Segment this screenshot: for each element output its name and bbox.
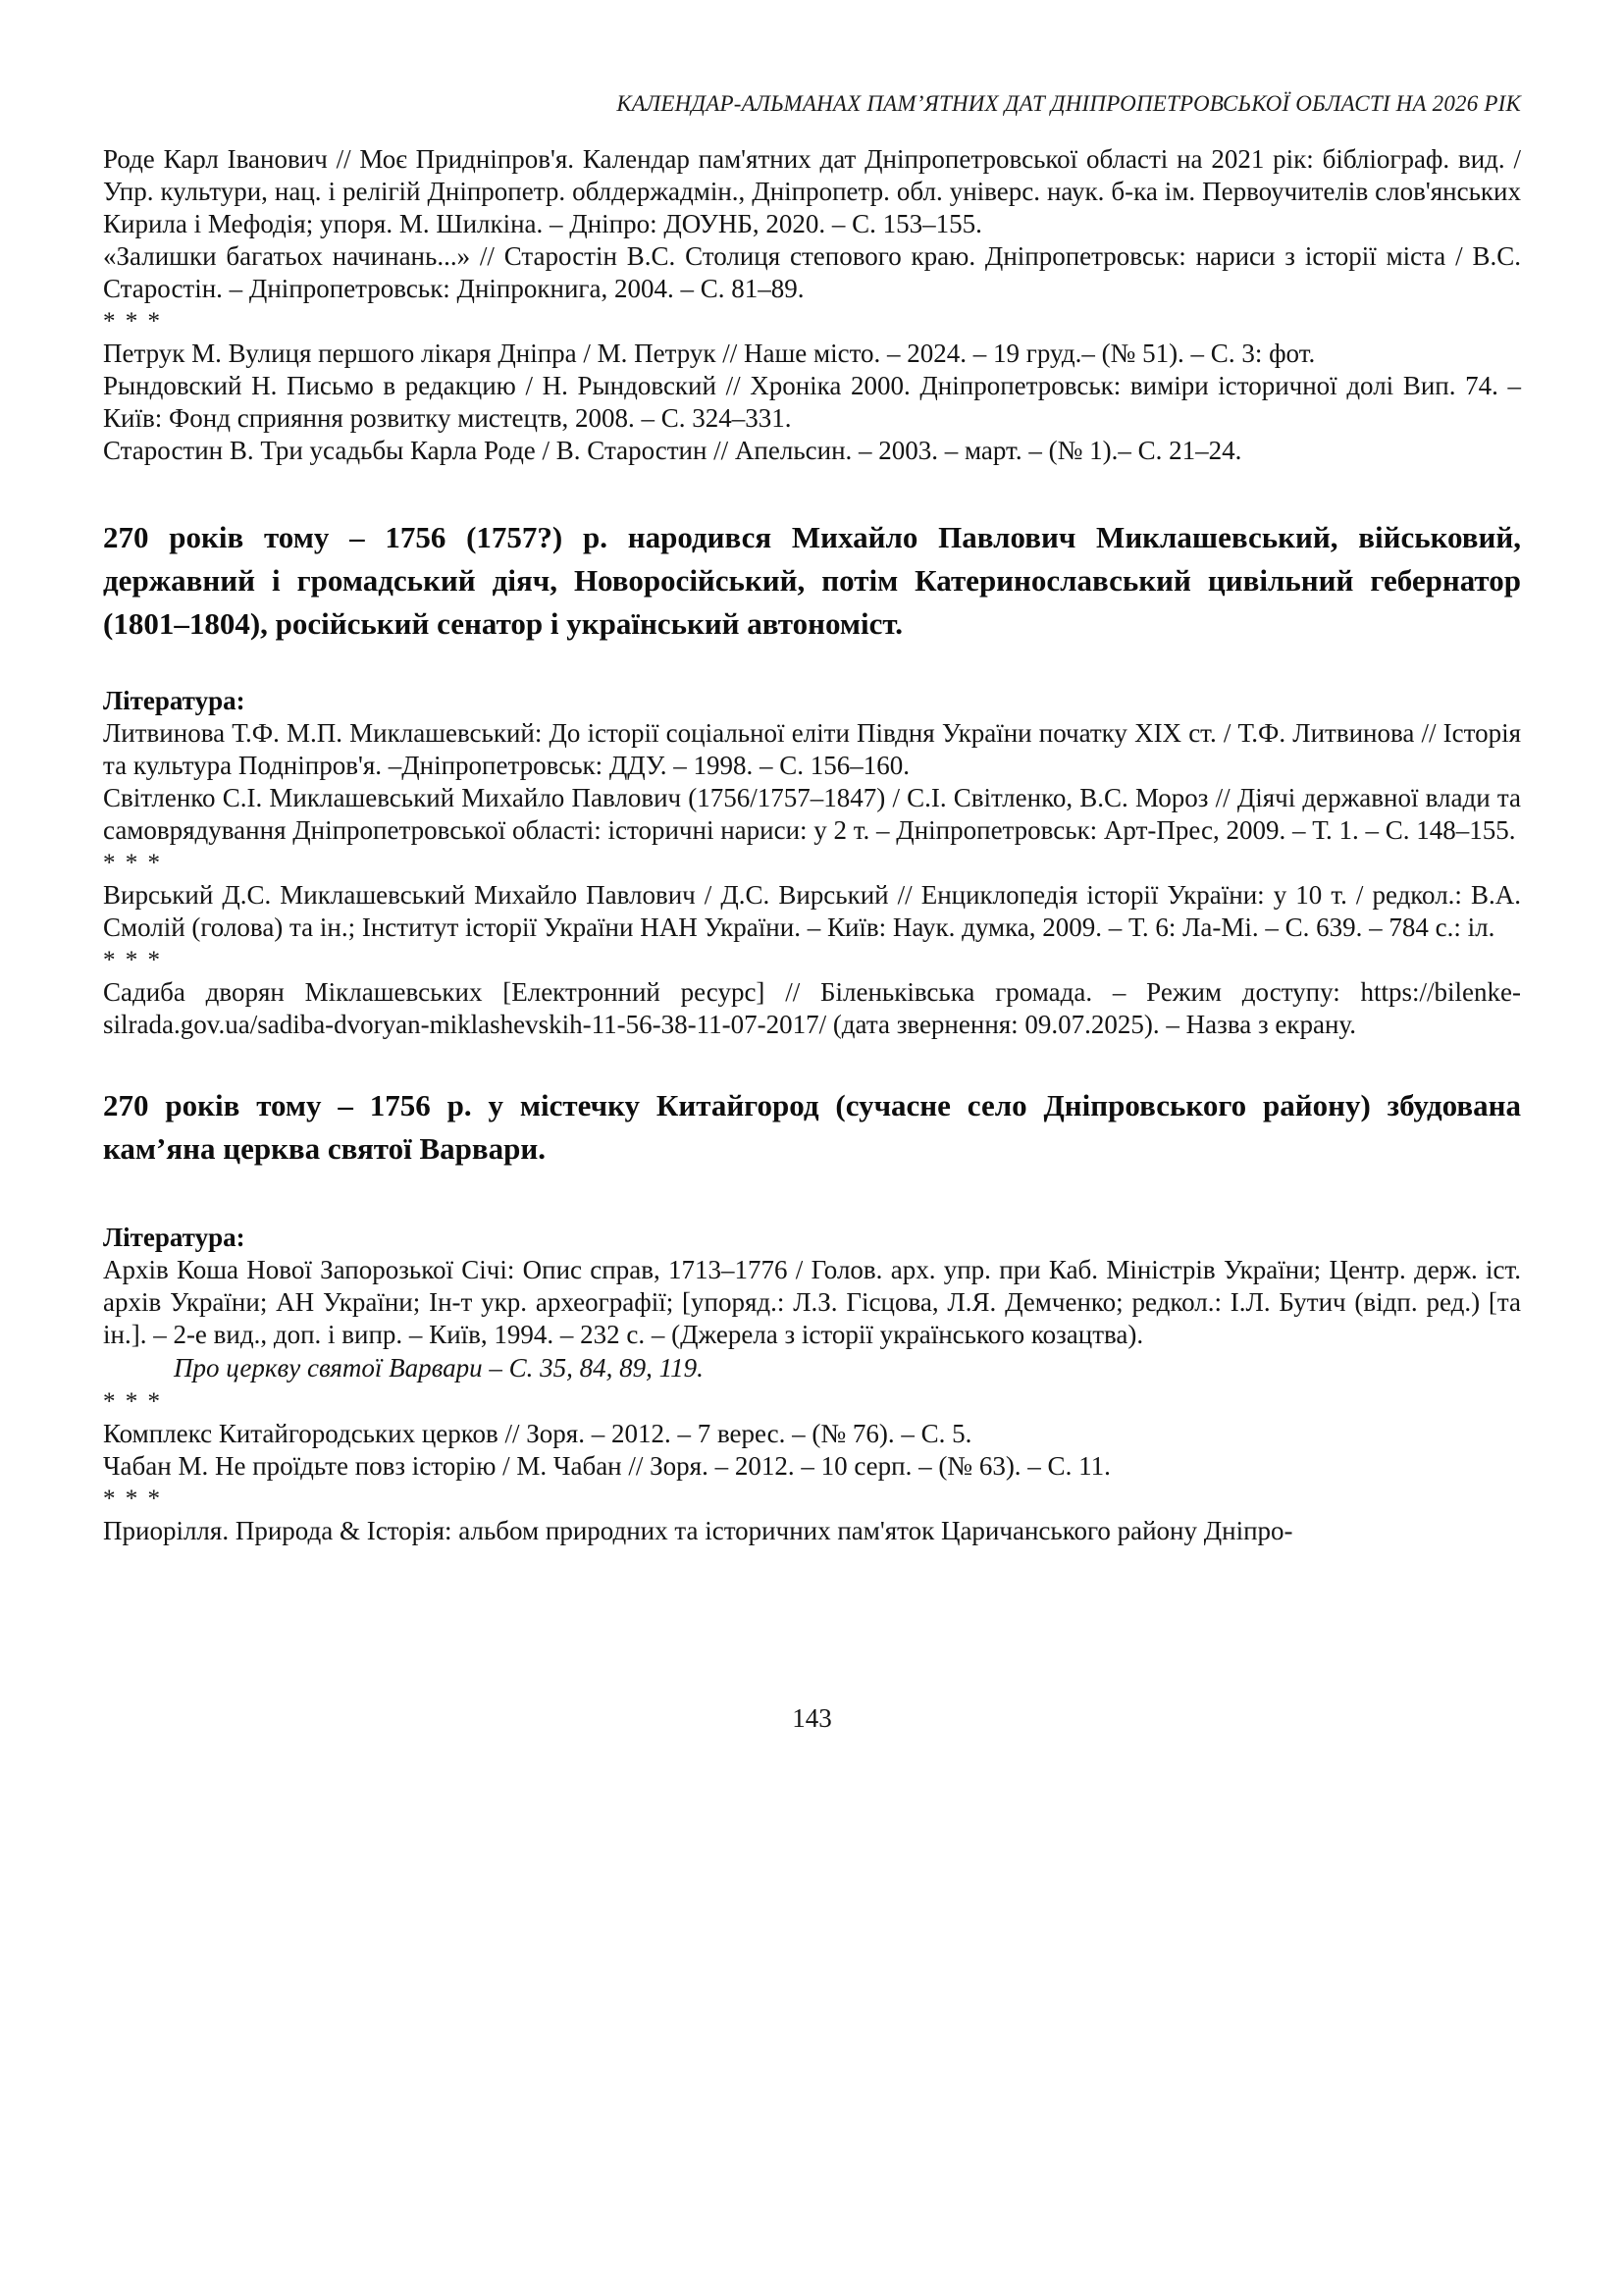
bib-entry-svitlenko: Світленко С.І. Миклашевський Михайло Павлович (1756/1757–1847) / С.І. Світленко, В.С. Мороз // Діячі державної влади та самоврядування Дніпропетровської області: історичні нариси: у 2 т. – Дніпропетровськ: Арт-Прес, 2009. – Т. 1. – С. 148–155. <box>103 783 1521 845</box>
page-number: 143 <box>792 1703 832 1733</box>
bib-entry-petruk: Петрук М. Вулиця першого лікаря Дніпра / М. Петрук // Наше місто. – 2024. – 19 груд.– (№ 51). – С. 3: фот. <box>103 339 1316 368</box>
anniversary-heading-myklashevsky: 270 років тому – 1756 (1757?) р. народився Михайло Павлович Миклашевський, військовий, державний і громадський діяч, Новоросійський, потім Катеринославський цивільний гебернатор (1801–1804), російський сенатор і український автономіст. <box>103 520 1521 641</box>
section-separator: * * * <box>103 308 162 335</box>
bib-entry-kompleks: Комплекс Китайгородських церков // Зоря. – 2012. – 7 верес. – (№ 76). – С. 5. <box>103 1419 972 1448</box>
running-header: КАЛЕНДАР-АЛЬМАНАХ ПАМ’ЯТНИХ ДАТ ДНІПРОПЕТРОВСЬКОЇ ОБЛАСТІ НА 2026 РІК <box>616 91 1521 116</box>
section-separator: * * * <box>103 850 162 876</box>
anniversary-heading-kytaihorod: 270 років тому – 1756 р. у містечку Китайгород (сучасне село Дніпровського району) збудована кам’яна церква святої Варвари. <box>103 1088 1521 1166</box>
bib-entry-vyrsky: Вирський Д.С. Миклашевський Михайло Павлович / Д.С. Вирський // Енциклопедія історії України: у 10 т. / редкол.: В.А. Смолій (голова) та ін.; Інститут історії України НАН України. – Київ: Наук. думка, 2009. – Т. 6: Ла-Мі. – С. 639. – 784 с.: іл. <box>103 880 1521 942</box>
section-separator: * * * <box>103 1388 162 1415</box>
bib-entry-rode: Роде Карл Іванович // Моє Придніпров'я. Календар пам'ятних дат Дніпропетровської області на 2021 рік: бібліограф. вид. / Упр. культури, нац. і релігій Дніпропетр. облдержадмін., Дніпропетр. обл. універс. наук. б-ка ім. Первоучителів слов'янських Кирила і Мефодія; упоря. М. Шилкіна. – Дніпро: ДОУНБ, 2020. – С. 153–155. <box>103 144 1521 238</box>
bib-entry-arkhiv-kosha: Архів Коша Нової Запорозької Січі: Опис справ, 1713–1776 / Голов. арх. упр. при Каб. Міністрів України; Центр. держ. іст. архів України; АН України; Ін-т укр. археографії; [упоряд.: Л.З. Гісцова, Л.Я. Демченко; редкол.: І.Л. Бутич (відп. ред.) [та ін.]. – 2-е вид., доп. і випр. – Київ, 1994. – 232 с. – (Джерела з історії українського козацтва). <box>103 1255 1521 1349</box>
bib-entry-pryorillia: Приорілля. Природа & Історія: альбом природних та історичних пам'яток Царичанського району Дніпро- <box>103 1516 1293 1545</box>
bib-entry-sadyba: Садиба дворян Міклашевських [Електронний ресурс] // Біленьківська громада. – Режим доступу: https://bilenke-silrada.gov.ua/sadiba-dvoryan-miklashevskih-11-56-38-11-07-2017/ (дата звернення: 09.07.2025). – Назва з екрану. <box>103 977 1521 1039</box>
page-content <box>103 143 1521 1547</box>
section-separator: * * * <box>103 947 162 973</box>
section-separator: * * * <box>103 1486 162 1512</box>
bib-entry-ryndovsky: Рындовский Н. Письмо в редакцию / Н. Рындовский // Хроніка 2000. Дніпропетровськ: виміри історичної долі Вип. 74. – Київ: Фонд сприяння розвитку мистецтв, 2008. – С. 324–331. <box>103 371 1521 433</box>
bib-entry-starostyn: Старостин В. Три усадьбы Карла Роде / В. Старостин // Апельсин. – 2003. – март. – (№ 1).– С. 21–24. <box>103 436 1242 465</box>
bib-entry-lytvynova: Литвинова Т.Ф. М.П. Миклашевський: До історії соціальної еліти Півдня України початку XIX ст. / Т.Ф. Литвинова // Історія та культура Подніпров'я. –Дніпропетровськ: ДДУ. – 1998. – С. 156–160. <box>103 718 1521 780</box>
literature-label: Література: <box>103 686 245 715</box>
bib-entry-zalyshky: «Залишки багатьох начинань...» // Старостін В.С. Столиця степового краю. Дніпропетровськ: нариси з історії міста / В.С. Старостін. – Дніпропетровськ: Дніпрокнига, 2004. – С. 81–89. <box>103 241 1521 303</box>
italic-note-varvara: Про церкву святої Варвари – С. 35, 84, 89, 119. <box>174 1353 704 1382</box>
bib-entry-chaban: Чабан М. Не проїдьте повз історію / М. Чабан // Зоря. – 2012. – 10 серп. – (№ 63). – С. 11. <box>103 1451 1111 1481</box>
literature-label: Література: <box>103 1223 245 1252</box>
